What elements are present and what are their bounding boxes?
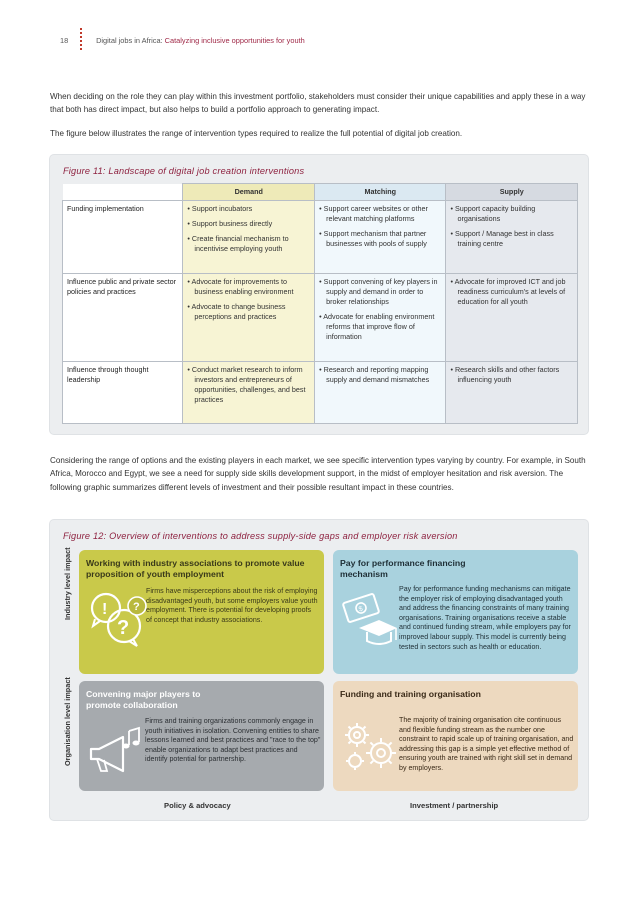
- row-header: Influence public and private sector policies and practices: [63, 274, 183, 362]
- table-corner: [63, 184, 183, 201]
- list-item: • Conduct market research to inform investors and entrepreneurs of opportunities, challenges, and best practices: [187, 365, 306, 404]
- list-item: • Support career websites or other relevant matching platforms: [319, 204, 428, 223]
- list-item: • Create financial mechanism to incentivise employing youth: [187, 234, 289, 253]
- cell-matching: [315, 362, 446, 424]
- cell-matching: [315, 201, 446, 274]
- box-industry-associations: [79, 550, 324, 674]
- table-row: [63, 201, 578, 274]
- x-axis-label-policy: Policy & advocacy: [164, 801, 231, 810]
- column-header-demand: Demand: [183, 184, 315, 201]
- list-item: • Support convening of key players in supply and demand in order to broker relationships: [319, 277, 438, 306]
- list-item: • Advocate for improved ICT and job readiness curriculum's at levels of education for all youth: [450, 277, 566, 306]
- list-item: • Support mechanism that partner businesses with pools of supply: [319, 229, 427, 248]
- gears-icon: [339, 717, 401, 779]
- intro-paragraph-2: The figure below illustrates the range of intervention types required to realize the full potential of digital job creation.: [50, 129, 463, 138]
- box-title: Pay for performance financing mechanism: [340, 558, 466, 579]
- list-item: • Advocate for enabling environment reforms that improve flow of information: [319, 312, 435, 341]
- figure-12: [50, 520, 588, 820]
- cell-demand: [183, 362, 315, 424]
- box-body: Pay for performance funding mechanisms can mitigate the employer risk of employing disadvantaged youth and address the financing constraints of many training organisations. Training organisations receive a stable and continued funding stream, while employers pay for improved labour supply. This model is currently being tested in sectors such as health or education.: [399, 585, 571, 651]
- box-title: Funding and training organisation: [340, 689, 481, 699]
- list-item: • Research and reporting mapping supply and demand mismatches: [319, 365, 430, 384]
- box-body: The majority of training organisation cite continuous and flexible funding stream as the number one constraint to rapid scale up of training organisation, and addressing this gap is a simple yet effective method of ensuring youth are trained with right skill set in demand by employers.: [399, 716, 574, 772]
- cell-demand: [183, 274, 315, 362]
- figure-11: [50, 155, 588, 434]
- figure-11-title: Figure 11: Landscape of digital job creation interventions: [63, 166, 305, 176]
- list-item: • Support capacity building organisations: [450, 204, 536, 223]
- row-header: Funding implementation: [63, 201, 183, 274]
- header-title-prefix: Digital jobs in Africa:: [96, 36, 165, 45]
- box-funding-training: [333, 681, 578, 791]
- table-header-row: [63, 184, 578, 201]
- svg-text:$: $: [358, 605, 364, 614]
- svg-text:?: ?: [133, 601, 140, 613]
- cell-demand: [183, 201, 315, 274]
- intro-paragraph-1: When deciding on the role they can play within this investment portfolio, stakeholders must consider their unique capabilities and apply these in a way that both has direct impact, but also helps to build a portfolio approach to generating impact.: [50, 92, 586, 115]
- header-title: [96, 36, 305, 45]
- row-header: Influence through thought leadership: [63, 362, 183, 424]
- svg-text:?: ?: [117, 617, 130, 639]
- middle-paragraph: Considering the range of options and the existing players in each market, we see specific intervention types varying by country. For example, in South Africa, Morocco and Egypt, we see a need for supply side skills development support, in the midst of employer hesitation and risk aversion. The following graphic summarizes different levels of investment and their possible resultant impact in these countries.: [50, 456, 586, 492]
- table-row: [63, 274, 578, 362]
- y-axis-label-organisation: Organisation level impact: [63, 677, 72, 766]
- speech-bubbles-icon: [85, 588, 149, 650]
- page-number: 18: [60, 36, 69, 45]
- box-title: Convening major players to promote collaboration: [86, 689, 201, 710]
- column-header-matching: Matching: [315, 184, 446, 201]
- box-title: Working with industry associations to promote value proposition of youth employment: [86, 558, 305, 579]
- box-body: Firms and training organizations commonly engage in youth initiatives in isolation. Convening entities to share lessons learned and best practices and "race to the top" enable organizations to adapt best practices and identify potential for partnership.: [145, 717, 321, 764]
- page-header: [60, 36, 305, 45]
- header-title-sub: Catalyzing inclusive opportunities for youth: [164, 36, 305, 45]
- cell-supply: [446, 201, 578, 274]
- table-row: [63, 362, 578, 424]
- cell-supply: [446, 362, 578, 424]
- column-header-supply: Supply: [446, 184, 578, 201]
- svg-text:!: !: [102, 601, 108, 618]
- y-axis-label-industry: Industry level impact: [63, 547, 72, 620]
- list-item: • Support business directly: [187, 219, 273, 228]
- box-pay-for-performance: [333, 550, 578, 674]
- box-convening-players: [79, 681, 324, 791]
- figure-12-title: Figure 12: Overview of interventions to address supply-side gaps and employer risk aversion: [63, 531, 458, 541]
- list-item: • Support / Manage best in class training centre: [450, 229, 554, 248]
- list-item: • Support incubators: [187, 204, 253, 213]
- money-graduation-icon: [339, 588, 399, 650]
- list-item: • Research skills and other factors influencing youth: [450, 365, 560, 384]
- megaphone-icon: [85, 719, 145, 781]
- list-item: • Advocate to change business perceptions and practices: [187, 302, 286, 321]
- cell-matching: [315, 274, 446, 362]
- header-divider: [80, 28, 84, 50]
- list-item: • Advocate for improvements to business enabling environment: [187, 277, 294, 296]
- interventions-table: [62, 183, 578, 424]
- box-body: Firms have misperceptions about the risk of employing disadvantaged youth, but some employers value youth employment. There is potential for developing proofs of concept that industry associations.: [146, 587, 318, 624]
- x-axis-label-investment: Investment / partnership: [410, 801, 499, 810]
- cell-supply: [446, 274, 578, 362]
